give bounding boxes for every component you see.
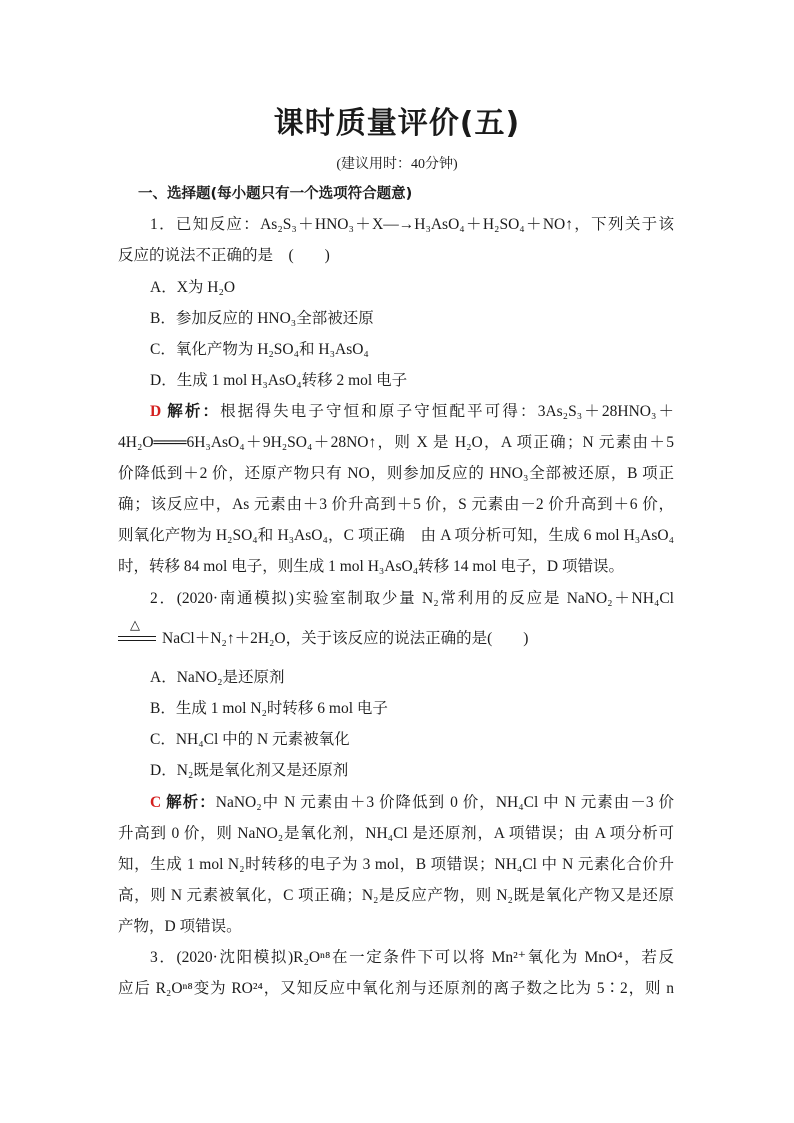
q2-analysis-label: 解析：	[166, 794, 216, 811]
q2-explanation-line-2: 升高到 0 价，则 NaNO₂是氧化剂，NH₄Cl 是还原剂，A 项错误；由 A 项分析可	[118, 825, 674, 842]
q1-explanation-line-1	[150, 401, 674, 423]
q2-explanation-line-1	[150, 792, 674, 814]
q2-explanation-line-4: 高，则 N 元素被氧化，C 项正确；N₂是反应产物，则 N₂既是氧化产物又是还原	[118, 887, 674, 904]
q2-explanation-line-5: 产物，D 项错误。	[118, 918, 242, 935]
q1-stem-line-1: 1．已知反应：As₂S₃＋HNO₃＋X—→H₃AsO₄＋H₂SO₄＋NO↑，下列关于该	[150, 216, 674, 233]
q2-stem-line-1: 2．(2020·南通模拟)实验室制取少量 N₂常利用的反应是 NaNO₂＋NH₄Cl	[150, 590, 674, 607]
q2-option-d: D．N₂既是氧化剂又是还原剂	[150, 762, 349, 779]
q2-option-a: A．NaNO₂是还原剂	[150, 669, 285, 686]
delta-symbol: △	[130, 617, 140, 633]
q2-explanation-text-1: NaNO₂中 N 元素由＋3 价降低到 0 价，NH₄Cl 中 N 元素由－3 价	[215, 794, 674, 811]
q1-option-d: D．生成 1 mol H₃AsO₄转移 2 mol 电子	[150, 372, 408, 389]
q1-answer: D	[150, 403, 162, 420]
q2-option-b: B．生成 1 mol N₂时转移 6 mol 电子	[150, 700, 388, 717]
heating-equals-sign	[118, 617, 156, 650]
q1-stem-line-2: 反应的说法不正确的是 ( )	[118, 247, 330, 264]
q3-stem-line-1: 3．(2020·沈阳模拟)R₂Oⁿ⁸在一定条件下可以将 Mn²⁺氧化为 MnO⁴，若反	[150, 949, 674, 966]
q1-analysis-label: 解析：	[167, 403, 221, 420]
q1-option-c: C．氧化产物为 H₂SO₄和 H₃AsO₄	[150, 341, 369, 358]
q2-answer: C	[150, 794, 162, 811]
q1-explanation-line-5: 则氧化产物为 H₂SO₄和 H₃AsO₄，C 项正确 由 A 项分析可知，生成 6 mol H₃AsO₄	[118, 527, 674, 544]
q2-stem-text-2: NaCl＋N₂↑＋2H₂O，关于该反应的说法正确的是( )	[162, 630, 529, 647]
q1-explanation-text-1: 根据得失电子守恒和原子守恒配平可得：3As₂S₃＋28HNO₃＋	[220, 403, 674, 420]
q2-explanation-line-3: 知，生成 1 mol N₂时转移的电子为 3 mol，B 项错误；NH₄Cl 中 N 元素化合价升	[118, 856, 674, 873]
q1-option-a: A．X为 H₂O	[150, 279, 236, 296]
q1-explanation-line-3: 价降低到＋2 价，还原产物只有 NO，则参加反应的 HNO₃全部被还原，B 项正	[118, 465, 674, 482]
q1-explanation-line-2: 4H₂O═══6H₃AsO₄＋9H₂SO₄＋28NO↑，则 X 是 H₂O，A 项正确；N 元素由＋5	[118, 434, 674, 451]
q2-option-c: C．NH₄Cl 中的 N 元素被氧化	[150, 731, 350, 748]
page-title: 课时质量评价(五)	[273, 106, 521, 141]
section-heading: 一、选择题(每小题只有一个选项符合题意)	[138, 186, 413, 202]
q1-explanation-line-4: 确；该反应中，As 元素由＋3 价升高到＋5 价，S 元素由－2 价升高到＋6 价，	[118, 496, 674, 513]
q1-explanation-line-6: 时，转移 84 mol 电子，则生成 1 mol H₃AsO₄转移 14 mol 电子，D 项错误。	[118, 558, 624, 575]
time-suggestion: (建议用时：40分钟)	[336, 157, 458, 172]
q1-option-b: B．参加反应的 HNO₃全部被还原	[150, 310, 374, 327]
q3-stem-line-2: 应后 R₂Oⁿ⁸变为 RO²⁴，又知反应中氧化剂与还原剂的离子数之比为 5∶2，则 n	[118, 980, 674, 997]
q2-stem-line-2	[118, 617, 674, 650]
